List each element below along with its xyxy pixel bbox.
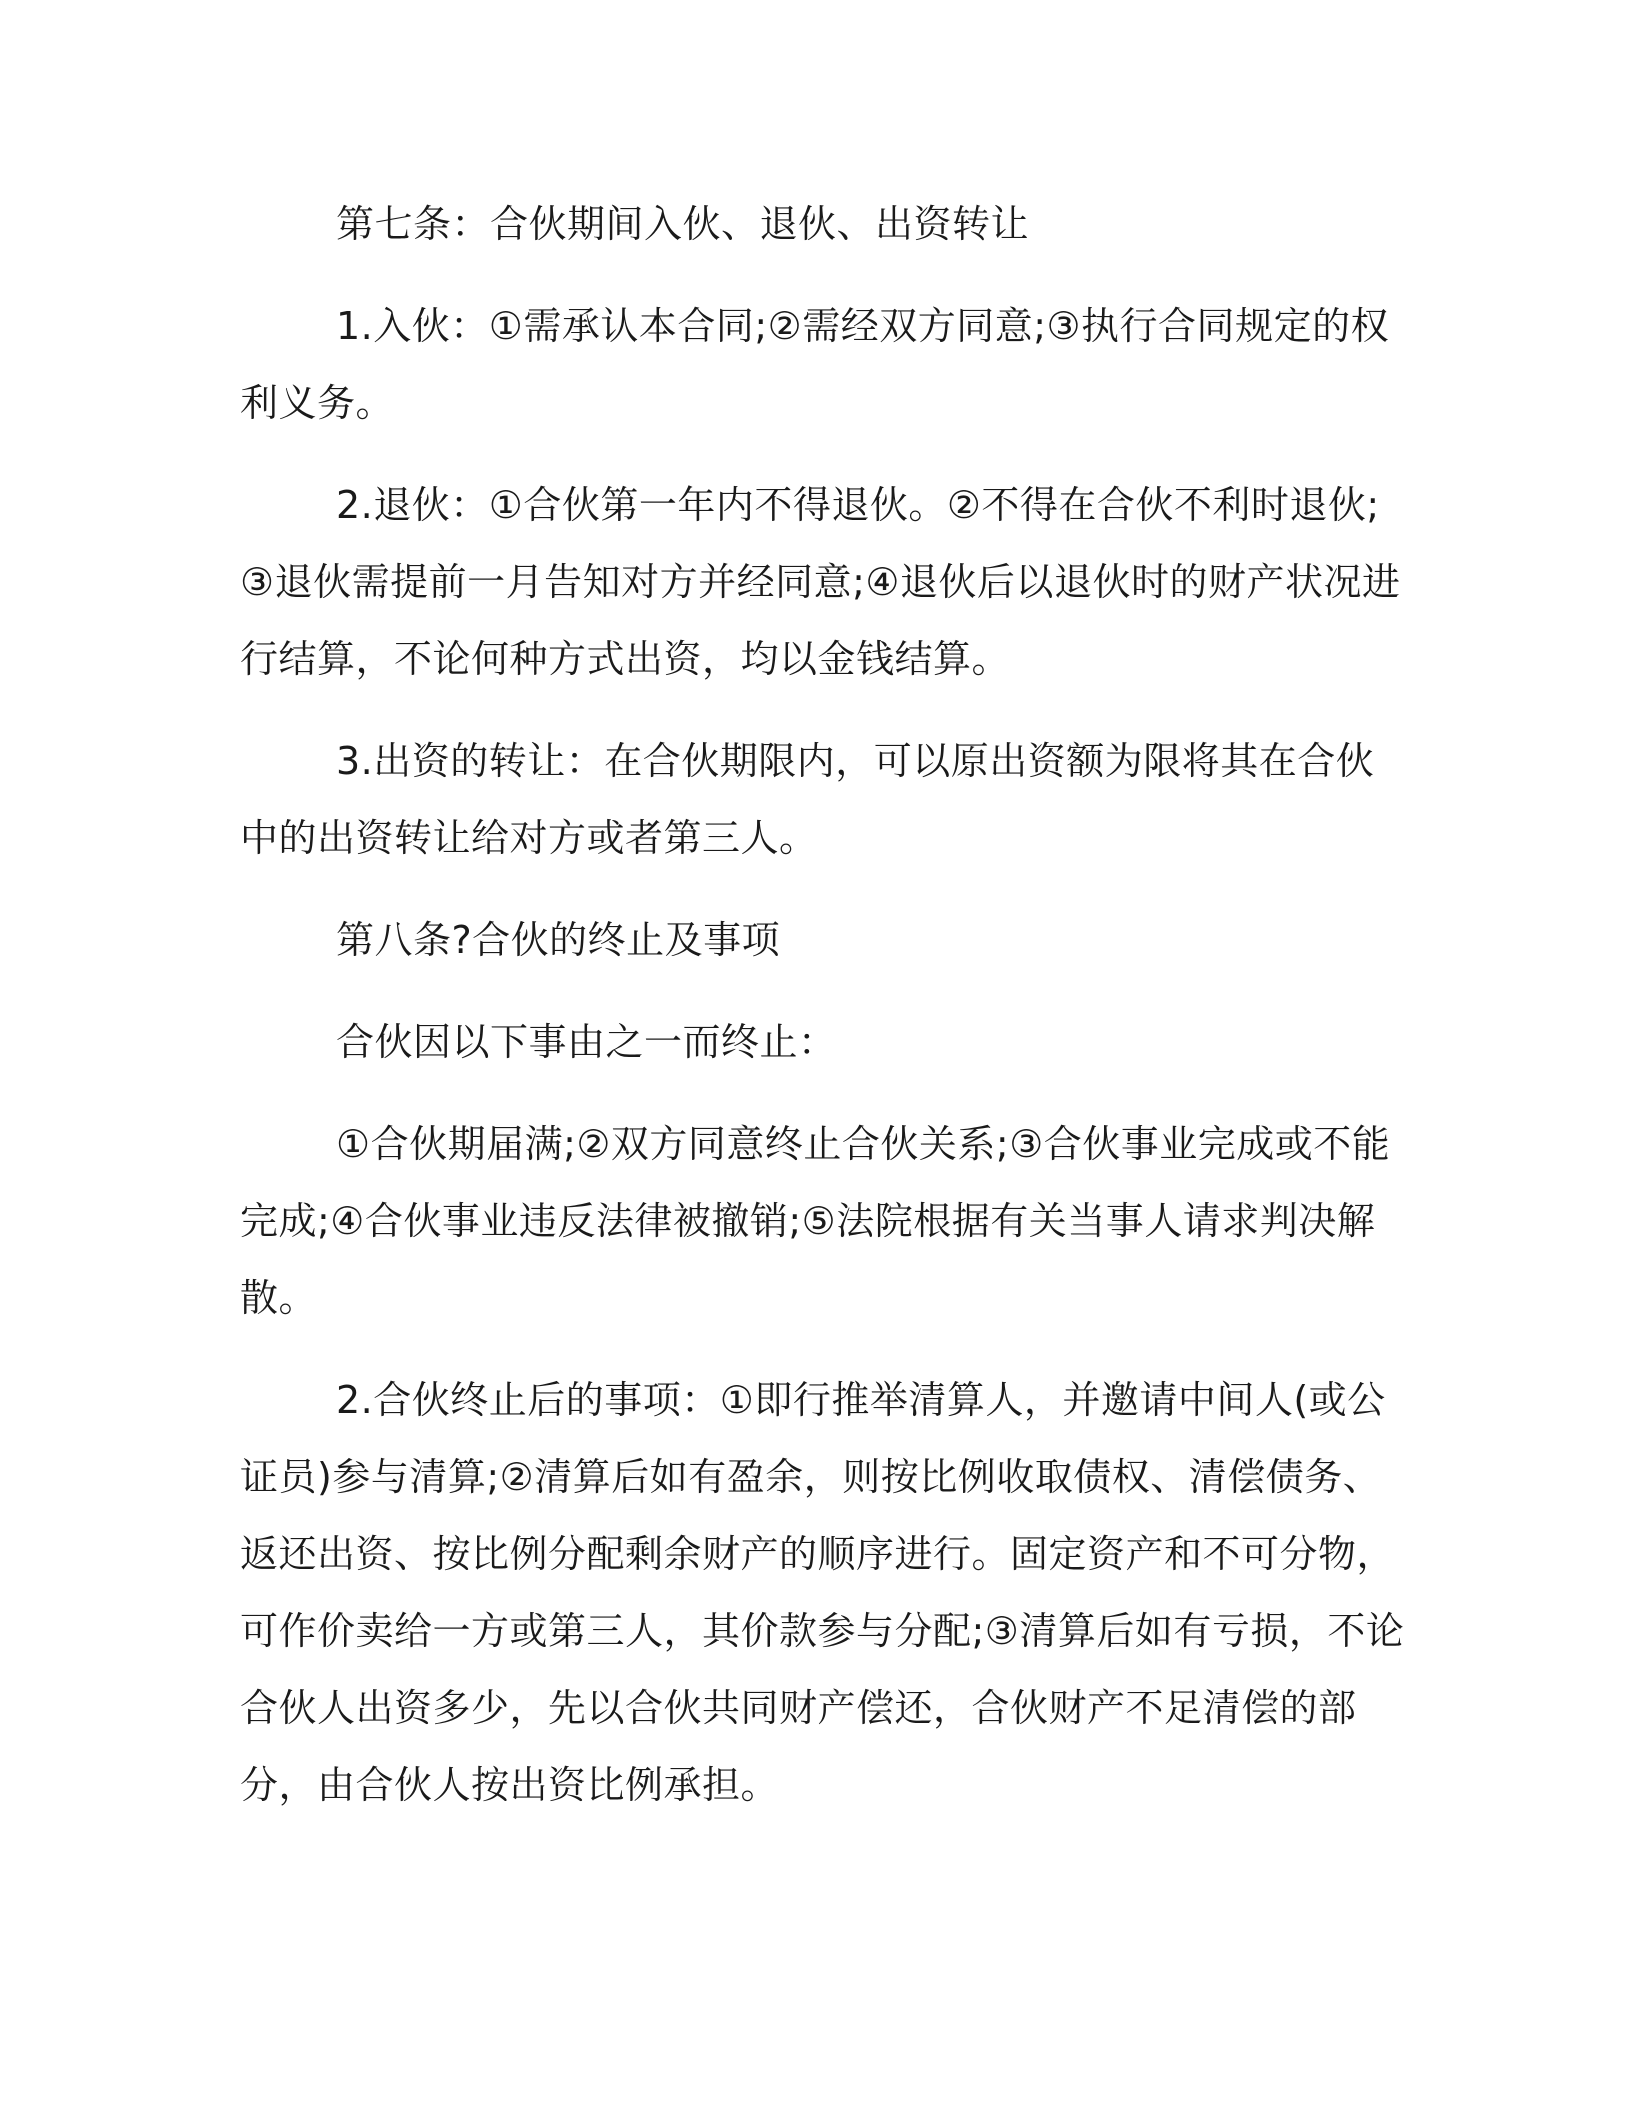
clause-joining: 1.入伙：①需承认本合同;②需经双方同意;③执行合同规定的权利义务。 [240, 304, 1390, 425]
termination-intro: 合伙因以下事由之一而终止： [336, 1020, 837, 1064]
clause-capital-transfer: 3.出资的转让：在合伙期限内，可以原出资额为限将其在合伙中的出资转让给对方或者第三人。 [240, 739, 1375, 860]
document-body [240, 186, 1410, 1849]
clause-post-termination: 2.合伙终止后的事项：①即行推举清算人，并邀请中间人(或公证员)参与清算;②清算后如有盈余，则按比例收取债权、清偿债务、返还出资、按比例分配剩余财产的顺序进行。固定资产和不可分物，可作价卖给一方或第三人，其价款参与分配;③清算后如有亏损，不论合伙人出资多少，先以合伙共同财产偿还，合伙财产不足清偿的部分，由合伙人按出资比例承担。 [240, 1378, 1405, 1807]
article-8-heading: 第八条?合伙的终止及事项 [336, 918, 781, 962]
termination-reasons: ①合伙期届满;②双方同意终止合伙关系;③合伙事业完成或不能完成;④合伙事业违反法律被撤销;⑤法院根据有关当事人请求判决解散。 [240, 1122, 1391, 1320]
clause-withdrawal: 2.退伙：①合伙第一年内不得退伙。②不得在合伙不利时退伙;③退伙需提前一月告知对方并经同意;④退伙后以退伙时的财产状况进行结算，不论何种方式出资，均以金钱结算。 [240, 483, 1401, 681]
article-7-heading: 第七条：合伙期间入伙、退伙、出资转让 [336, 202, 1030, 246]
